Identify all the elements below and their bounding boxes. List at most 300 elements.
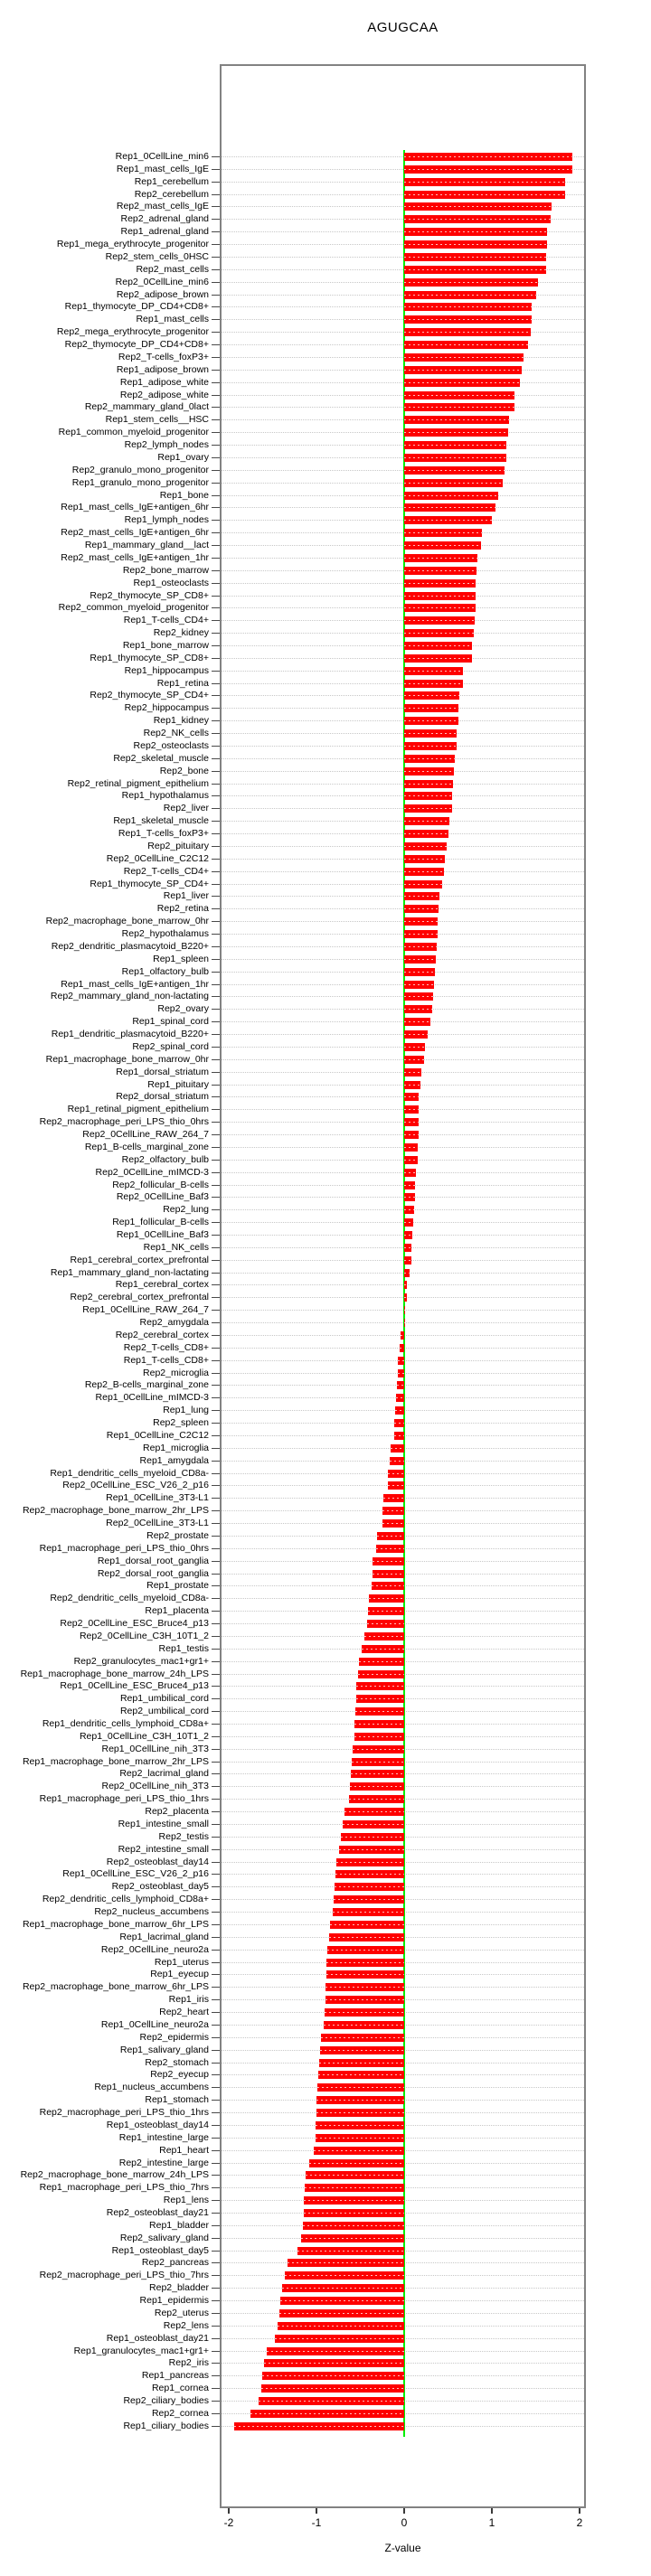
bar	[404, 228, 547, 236]
bar	[250, 2410, 404, 2418]
row-label: Rep1_T-cells_foxP3+	[118, 828, 209, 840]
y-tick	[212, 1085, 220, 1086]
row-label: Rep2_retina	[156, 903, 209, 915]
bar	[377, 1532, 404, 1540]
row-label: Rep2_microglia	[143, 1367, 209, 1378]
bar	[316, 2109, 404, 2117]
y-tick	[212, 344, 220, 345]
y-tick	[212, 884, 220, 885]
row-label: Rep1_stem_cells__HSC	[105, 414, 209, 426]
y-tick	[212, 269, 220, 270]
y-tick	[212, 1435, 220, 1436]
row-label: Rep1_intestine_large	[118, 2131, 209, 2143]
y-tick	[212, 306, 220, 307]
x-axis-tick	[316, 2508, 317, 2514]
row-label: Rep1_B-cells_marginal_zone	[84, 1141, 209, 1152]
row-label: Rep2_mega_erythrocyte_progenitor	[56, 326, 209, 338]
y-tick	[212, 1047, 220, 1048]
bar	[404, 266, 546, 274]
y-tick	[212, 1686, 220, 1687]
bar	[404, 804, 452, 813]
bar	[351, 1770, 404, 1778]
y-tick	[212, 169, 220, 170]
y-tick	[212, 1385, 220, 1386]
y-tick	[212, 1899, 220, 1900]
bar	[404, 842, 447, 851]
y-tick	[212, 934, 220, 935]
row-label: Rep2_0CellLine_ESC_V26_2_p16	[62, 1480, 209, 1491]
y-tick	[212, 1912, 220, 1913]
bar	[404, 616, 475, 625]
bar	[400, 1344, 404, 1352]
row-label: Rep1_mast_cells_IgE+antigen_6hr	[61, 502, 209, 513]
bar	[334, 1895, 404, 1904]
y-tick	[212, 620, 220, 621]
y-tick	[212, 871, 220, 872]
row-label: Rep2_spinal_cord	[132, 1040, 209, 1052]
row-label: Rep1_placenta	[145, 1605, 209, 1617]
bar	[326, 1959, 404, 1967]
row-label: Rep1_mammary_gland_non-lactating	[50, 1266, 209, 1278]
bar	[324, 2021, 404, 2029]
y-tick	[212, 2187, 220, 2188]
row-label: Rep1_uterus	[154, 1956, 209, 1968]
bar	[335, 1870, 404, 1878]
bar	[404, 729, 457, 738]
row-label: Rep1_cerebral_cortex_prefrontal	[70, 1254, 209, 1265]
row-label: Rep2_bone_marrow	[122, 564, 209, 576]
y-tick	[212, 2338, 220, 2339]
y-tick	[212, 2100, 220, 2101]
bar	[354, 1720, 404, 1728]
bar	[404, 479, 503, 487]
y-tick	[212, 282, 220, 283]
row-label: Rep2_cerebral_cortex	[115, 1329, 209, 1340]
y-tick	[212, 1072, 220, 1073]
y-tick	[212, 1987, 220, 1988]
row-label: Rep1_0CellLine_ESC_V26_2_p16	[62, 1868, 209, 1880]
row-label: Rep2_pancreas	[141, 2257, 209, 2269]
bar	[404, 1319, 405, 1327]
y-tick	[212, 1172, 220, 1173]
row-label: Rep2_granulo_mono_progenitor	[71, 464, 209, 475]
bar	[404, 567, 476, 575]
y-tick	[212, 1536, 220, 1537]
bar	[404, 868, 444, 876]
row-label: Rep2_liver	[163, 803, 209, 814]
bar	[404, 503, 495, 512]
y-tick	[212, 2413, 220, 2414]
y-tick	[212, 1197, 220, 1198]
row-label: Rep2_olfactory_bulb	[121, 1153, 209, 1165]
y-tick	[212, 1886, 220, 1887]
row-label: Rep1_osteoblast_day5	[111, 2244, 209, 2256]
y-tick	[212, 2200, 220, 2201]
bar	[349, 1795, 404, 1803]
row-label: Rep2_stem_cells_0HSC	[105, 250, 209, 262]
bar	[404, 579, 476, 588]
row-label: Rep2_0CellLine_C3H_10T1_2	[79, 1630, 209, 1641]
bar	[404, 742, 457, 750]
row-label: Rep2_uterus	[154, 2307, 209, 2318]
y-tick	[212, 231, 220, 232]
bar	[404, 178, 565, 186]
bar	[344, 1808, 404, 1816]
bar	[404, 955, 436, 964]
y-tick	[212, 332, 220, 333]
row-label: Rep2_eyecup	[150, 2069, 209, 2081]
bar	[404, 592, 476, 600]
y-tick	[212, 520, 220, 521]
bar	[404, 981, 434, 989]
row-label: Rep1_skeletal_muscle	[113, 815, 209, 827]
bar	[404, 416, 509, 424]
bar	[404, 353, 524, 362]
bar	[382, 1507, 404, 1515]
bar	[358, 1670, 404, 1678]
bar	[382, 1519, 404, 1528]
row-label: Rep2_0CellLine_RAW_264_7	[82, 1129, 209, 1141]
y-tick	[212, 432, 220, 433]
y-tick	[212, 821, 220, 822]
y-tick	[212, 1423, 220, 1424]
bar	[404, 165, 572, 174]
bar	[317, 2083, 404, 2092]
x-axis-tick-label: -2	[223, 2516, 234, 2529]
y-tick	[212, 1448, 220, 1449]
y-tick	[212, 984, 220, 985]
row-label: Rep1_heart	[159, 2144, 209, 2156]
x-axis-title: Z-value	[384, 2542, 421, 2554]
row-label: Rep1_dorsal_striatum	[116, 1066, 209, 1077]
row-label: Rep2_placenta	[145, 1806, 209, 1818]
row-label: Rep2_mast_cells_IgE+antigen_6hr	[61, 527, 209, 539]
row-label: Rep2_thymocyte_SP_CD4+	[90, 690, 209, 701]
row-label: Rep1_spinal_cord	[132, 1016, 209, 1028]
bar	[350, 1782, 404, 1791]
row-label: Rep1_thymocyte_SP_CD8+	[90, 652, 209, 663]
bar	[404, 992, 433, 1001]
bar	[364, 1632, 404, 1641]
y-tick	[212, 1059, 220, 1060]
bar	[404, 315, 532, 324]
row-label: Rep2_prostate	[146, 1529, 209, 1541]
bar	[316, 2134, 404, 2142]
row-label: Rep2_intestine_large	[118, 2157, 209, 2168]
y-tick	[212, 2351, 220, 2352]
bar	[356, 1682, 404, 1690]
bar	[333, 1908, 404, 1916]
bar	[404, 1043, 425, 1051]
y-tick	[212, 1410, 220, 1411]
bar	[404, 1269, 410, 1277]
y-tick	[212, 2063, 220, 2064]
row-label: Rep1_adrenal_gland	[120, 226, 209, 238]
row-label: Rep2_adipose_white	[119, 389, 209, 400]
y-tick	[212, 1974, 220, 1975]
bar	[404, 943, 437, 951]
row-label: Rep1_mammary_gland__lact	[84, 540, 209, 551]
row-label: Rep2_macrophage_peri_LPS_thio_1hrs	[39, 2107, 209, 2119]
y-tick	[212, 1786, 220, 1787]
y-tick	[212, 2138, 220, 2139]
y-tick	[212, 1849, 220, 1850]
row-label: Rep2_iris	[168, 2357, 209, 2369]
row-label: Rep1_cerebellum	[134, 175, 209, 187]
row-label: Rep1_olfactory_bulb	[121, 965, 209, 977]
y-tick	[212, 2401, 220, 2402]
bar	[404, 1068, 421, 1076]
row-label: Rep2_macrophage_peri_LPS_thio_0hrs	[39, 1116, 209, 1128]
bar	[376, 1545, 404, 1553]
y-tick	[212, 395, 220, 396]
row-label: Rep1_macrophage_peri_LPS_thio_1hrs	[39, 1793, 209, 1805]
row-label: Rep1_macrophage_peri_LPS_thio_7hrs	[39, 2182, 209, 2194]
y-tick	[212, 795, 220, 796]
y-tick	[212, 2275, 220, 2276]
bar	[404, 855, 445, 863]
x-axis-tick	[491, 2508, 493, 2514]
row-label: Rep1_iris	[168, 1994, 209, 2006]
x-axis-tick-label: -1	[311, 2516, 322, 2529]
bar	[336, 1858, 404, 1866]
y-tick	[212, 746, 220, 747]
row-label: Rep1_salivary_gland	[119, 2044, 209, 2055]
row-label: Rep2_macrophage_bone_marrow_2hr_LPS	[22, 1505, 209, 1517]
y-tick	[212, 457, 220, 458]
bar	[373, 1557, 404, 1565]
bar	[404, 1206, 414, 1214]
row-label: Rep2_amygdala	[139, 1317, 209, 1329]
row-label: Rep2_mammary_gland_0lact	[84, 401, 209, 413]
bar	[404, 1005, 432, 1013]
row-label: Rep2_ovary	[157, 1003, 209, 1015]
row-label: Rep1_pancreas	[141, 2370, 209, 2382]
row-label: Rep1_granulo_mono_progenitor	[71, 476, 209, 488]
y-tick	[212, 382, 220, 383]
bar	[404, 303, 532, 311]
bar	[404, 654, 472, 663]
bar	[279, 2309, 404, 2317]
bar	[369, 1594, 404, 1603]
bar	[325, 2008, 404, 2017]
row-label: Rep2_retinal_pigment_epithelium	[67, 777, 209, 789]
y-tick	[212, 370, 220, 371]
y-tick	[212, 206, 220, 207]
y-tick	[212, 896, 220, 897]
bar	[303, 2222, 404, 2230]
bar	[352, 1758, 404, 1766]
y-tick	[212, 733, 220, 734]
y-tick	[212, 1247, 220, 1248]
y-tick	[212, 846, 220, 847]
bar	[404, 428, 508, 437]
row-label: Rep1_stomach	[145, 2094, 209, 2106]
y-tick	[212, 1824, 220, 1825]
y-tick	[212, 2125, 220, 2126]
row-label: Rep1_0CellLine_min6	[115, 151, 209, 162]
bar	[339, 1846, 404, 1854]
y-tick	[212, 2163, 220, 2164]
bar	[398, 1357, 404, 1365]
y-tick	[212, 1147, 220, 1148]
row-label: Rep1_mast_cells_IgE+antigen_1hr	[61, 978, 209, 990]
y-tick	[212, 2313, 220, 2314]
bar	[404, 529, 482, 537]
row-label: Rep2_common_myeloid_progenitor	[58, 602, 209, 614]
row-label: Rep1_mast_cells	[136, 314, 209, 325]
bar	[404, 1281, 407, 1289]
y-tick	[212, 1585, 220, 1586]
row-label: Rep1_0CellLine_C2C12	[106, 1429, 209, 1441]
y-tick	[212, 833, 220, 834]
y-tick	[212, 319, 220, 320]
y-tick	[212, 1461, 220, 1462]
bar	[404, 1244, 411, 1252]
bar	[372, 1582, 404, 1590]
y-tick	[212, 2300, 220, 2301]
y-tick	[212, 1348, 220, 1349]
row-label: Rep1_macrophage_bone_marrow_0hr	[45, 1053, 209, 1065]
row-label: Rep2_thymocyte_DP_CD4+CD8+	[64, 339, 209, 351]
bar	[397, 1381, 404, 1389]
row-label: Rep1_pituitary	[147, 1078, 209, 1090]
row-label: Rep2_pituitary	[147, 840, 209, 851]
row-label: Rep1_intestine_small	[118, 1818, 209, 1829]
row-label: Rep1_bone_marrow	[122, 640, 209, 651]
bar	[404, 780, 453, 788]
y-tick	[212, 419, 220, 420]
row-label: Rep1_osteoblast_day21	[106, 2332, 209, 2344]
y-tick	[212, 1874, 220, 1875]
bar	[259, 2397, 404, 2405]
bar	[404, 1293, 407, 1302]
row-label: Rep1_osteoclasts	[133, 577, 209, 588]
bar	[404, 1306, 405, 1314]
bar	[354, 1733, 404, 1741]
y-tick	[212, 1160, 220, 1161]
y-tick	[212, 1109, 220, 1110]
bar	[261, 2384, 404, 2393]
row-label: Rep2_kidney	[153, 627, 209, 639]
bar	[404, 1181, 415, 1189]
bar	[320, 2046, 404, 2054]
y-tick	[212, 2238, 220, 2239]
row-label: Rep2_spleen	[153, 1417, 209, 1429]
y-tick	[212, 1523, 220, 1524]
bar	[404, 403, 514, 411]
row-label: Rep1_macrophage_peri_LPS_thio_0hrs	[39, 1542, 209, 1554]
row-label: Rep1_osteoblast_day14	[106, 2119, 209, 2130]
bar	[275, 2335, 404, 2343]
row-label: Rep2_mast_cells_IgE	[116, 201, 209, 212]
row-label: Rep2_follicular_B-cells	[112, 1179, 209, 1190]
row-label: Rep1_thymocyte_DP_CD4+CD8+	[64, 301, 209, 313]
y-tick	[212, 1962, 220, 1963]
bar	[404, 253, 546, 261]
y-tick	[212, 771, 220, 772]
y-tick	[212, 219, 220, 220]
y-tick	[212, 596, 220, 597]
bar	[264, 2359, 404, 2367]
bar	[404, 516, 492, 524]
row-label: Rep1_microglia	[143, 1442, 209, 1453]
y-tick	[212, 2150, 220, 2151]
bar	[404, 642, 472, 650]
bar	[368, 1607, 404, 1615]
row-label: Rep1_testis	[158, 1642, 209, 1654]
y-tick	[212, 1548, 220, 1549]
y-tick	[212, 1862, 220, 1863]
y-tick	[212, 784, 220, 785]
row-label: Rep2_bladder	[149, 2282, 209, 2294]
bar	[404, 817, 449, 825]
bar	[404, 629, 474, 637]
y-tick	[212, 507, 220, 508]
row-label: Rep2_macrophage_bone_marrow_24h_LPS	[20, 2169, 209, 2181]
row-label: Rep1_0CellLine_3T3-L1	[106, 1492, 209, 1504]
y-tick	[212, 1773, 220, 1774]
bar	[404, 1169, 416, 1177]
y-tick	[212, 1335, 220, 1336]
y-tick	[212, 1510, 220, 1511]
y-tick	[212, 1310, 220, 1311]
bar	[359, 1658, 404, 1666]
row-label: Rep2_granulocytes_mac1+gr1+	[73, 1655, 209, 1667]
y-tick	[212, 495, 220, 496]
bar	[404, 191, 565, 199]
row-label: Rep1_T-cells_CD8+	[123, 1354, 209, 1366]
row-label: Rep1_dendritic_cells_myeloid_CD8a-	[50, 1467, 209, 1479]
row-label: Rep1_cornea	[151, 2383, 209, 2394]
y-tick	[212, 1937, 220, 1938]
y-tick	[212, 2426, 220, 2427]
y-tick	[212, 996, 220, 997]
row-label: Rep2_umbilical_cord	[119, 1706, 209, 1717]
row-label: Rep1_spleen	[153, 953, 209, 964]
bar	[353, 1745, 404, 1753]
row-label: Rep2_osteoblast_day5	[111, 1881, 209, 1893]
row-label: Rep2_0CellLine_mIMCD-3	[95, 1166, 209, 1178]
bar	[404, 667, 463, 675]
bar	[278, 2322, 404, 2330]
y-tick	[212, 1260, 220, 1261]
bar	[404, 1093, 419, 1101]
y-tick	[212, 357, 220, 358]
bar	[404, 792, 452, 800]
bar	[335, 1883, 404, 1891]
y-tick	[212, 1009, 220, 1010]
bar	[262, 2372, 404, 2380]
y-tick	[212, 470, 220, 471]
row-label: Rep2_nucleus_accumbens	[94, 1906, 209, 1918]
y-tick	[212, 545, 220, 546]
y-tick	[212, 1611, 220, 1612]
bar	[404, 1030, 428, 1039]
y-tick	[212, 808, 220, 809]
y-tick	[212, 2251, 220, 2252]
bar	[327, 1946, 404, 1954]
bar	[404, 1156, 418, 1164]
y-tick	[212, 2262, 220, 2263]
row-label: Rep1_dendritic_cells_lymphoid_CD8a+	[42, 1718, 209, 1729]
x-axis-tick-label: 0	[401, 2516, 408, 2529]
row-label: Rep1_common_myeloid_progenitor	[58, 427, 209, 438]
bar	[388, 1470, 404, 1478]
y-tick	[212, 295, 220, 296]
bar	[314, 2147, 404, 2155]
bar	[394, 1419, 404, 1427]
